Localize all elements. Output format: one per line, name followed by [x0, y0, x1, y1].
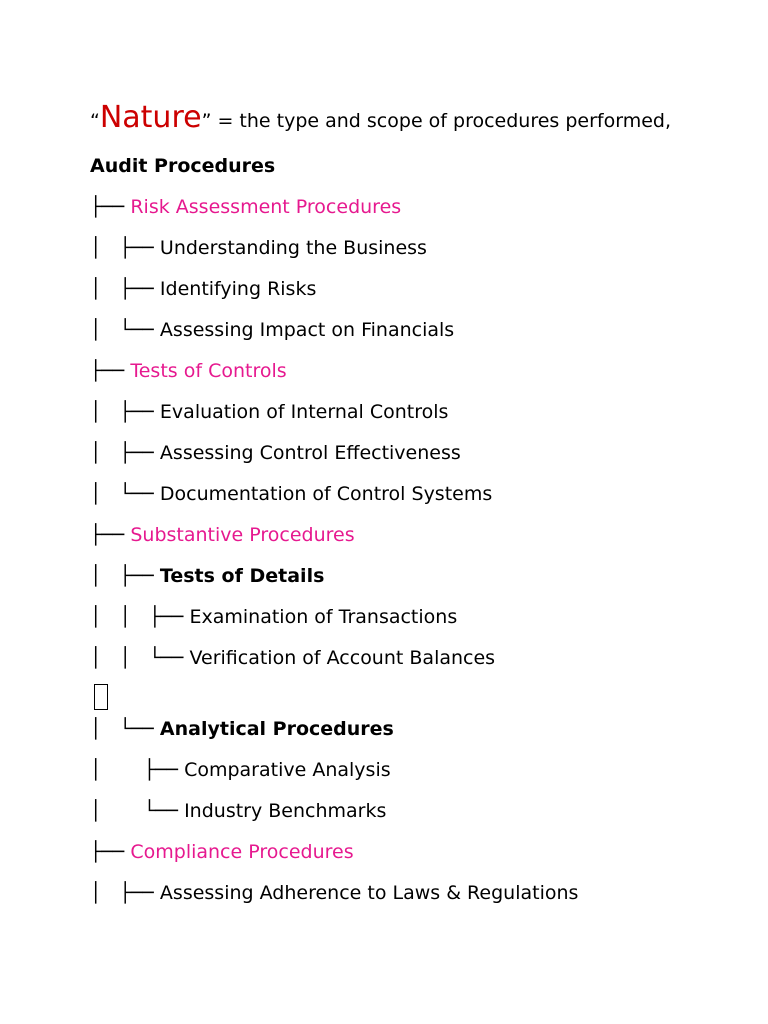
tree-label: Assessing Impact on Financials	[159, 319, 455, 341]
tree-item	[90, 236, 427, 260]
tree-label: Verification of Account Balances	[189, 647, 496, 669]
tree-prefix: ├──	[90, 841, 131, 863]
tree-label: Understanding the Business	[159, 237, 427, 259]
tree-prefix: │ ├──	[90, 237, 160, 259]
tree-label: Comparative Analysis	[184, 759, 391, 781]
tree-category-substantive	[90, 523, 355, 547]
tree-item	[90, 758, 391, 782]
tree-item	[90, 318, 454, 342]
open-quote: “	[90, 110, 100, 132]
tree-category-tests-of-controls	[90, 359, 287, 383]
tree-label: Industry Benchmarks	[184, 800, 387, 822]
tree-label: Audit Procedures	[90, 155, 276, 177]
nature-keyword: Nature	[99, 100, 202, 135]
tree-prefix: │ ├──	[90, 278, 160, 300]
tree-category-risk-assessment	[90, 195, 401, 219]
tree-label: Assessing Adherence to Laws & Regulations	[159, 882, 579, 904]
tree-subcategory-label: Tests of Details	[159, 565, 325, 587]
tree-item	[90, 646, 495, 670]
tree-label: Evaluation of Internal Controls	[159, 401, 449, 423]
tree-prefix: │ ├──	[90, 565, 160, 587]
tree-prefix: ├──	[90, 360, 131, 382]
tree-prefix: │ └──	[90, 319, 160, 341]
tree-item	[90, 441, 461, 465]
tree-item	[90, 400, 448, 424]
nature-definition	[90, 100, 671, 135]
tree-prefix: │ ├──	[90, 759, 185, 781]
tree-prefix: │ ├──	[90, 882, 160, 904]
tree-prefix: │ │ ├──	[90, 606, 190, 628]
tree-prefix: │ └──	[90, 718, 160, 740]
tree-prefix: │ │ └──	[90, 647, 190, 669]
tree-subcategory-tests-of-details	[90, 564, 324, 588]
tree-item	[90, 482, 492, 506]
tree-item	[90, 605, 457, 629]
nature-definition-text: ” = the type and scope of procedures performed,	[201, 110, 672, 132]
tree-prefix: ├──	[90, 524, 131, 546]
tree-prefix: │ ├──	[90, 442, 160, 464]
tree-category-compliance	[90, 840, 354, 864]
tree-category-label: Risk Assessment Procedures	[130, 196, 402, 218]
tree-category-label: Tests of Controls	[130, 360, 287, 382]
tree-label: Examination of Transactions	[189, 606, 458, 628]
tree-prefix: │ ├──	[90, 401, 160, 423]
tree-label: Documentation of Control Systems	[159, 483, 493, 505]
missing-glyph-box	[94, 684, 108, 710]
tree-label: Assessing Control Effectiveness	[159, 442, 461, 464]
tree-subcategory-label: Analytical Procedures	[159, 718, 394, 740]
tree-item	[90, 799, 386, 823]
tree-prefix: │ └──	[90, 483, 160, 505]
tree-label: Identifying Risks	[159, 278, 317, 300]
tree-prefix: ├──	[90, 196, 131, 218]
tree-item	[90, 881, 578, 905]
tree-category-label: Substantive Procedures	[130, 524, 355, 546]
tree-category-label: Compliance Procedures	[130, 841, 354, 863]
tree-root	[90, 154, 275, 178]
tree-prefix: │ └──	[90, 800, 185, 822]
tree-item	[90, 277, 316, 301]
tree-subcategory-analytical	[90, 717, 394, 741]
